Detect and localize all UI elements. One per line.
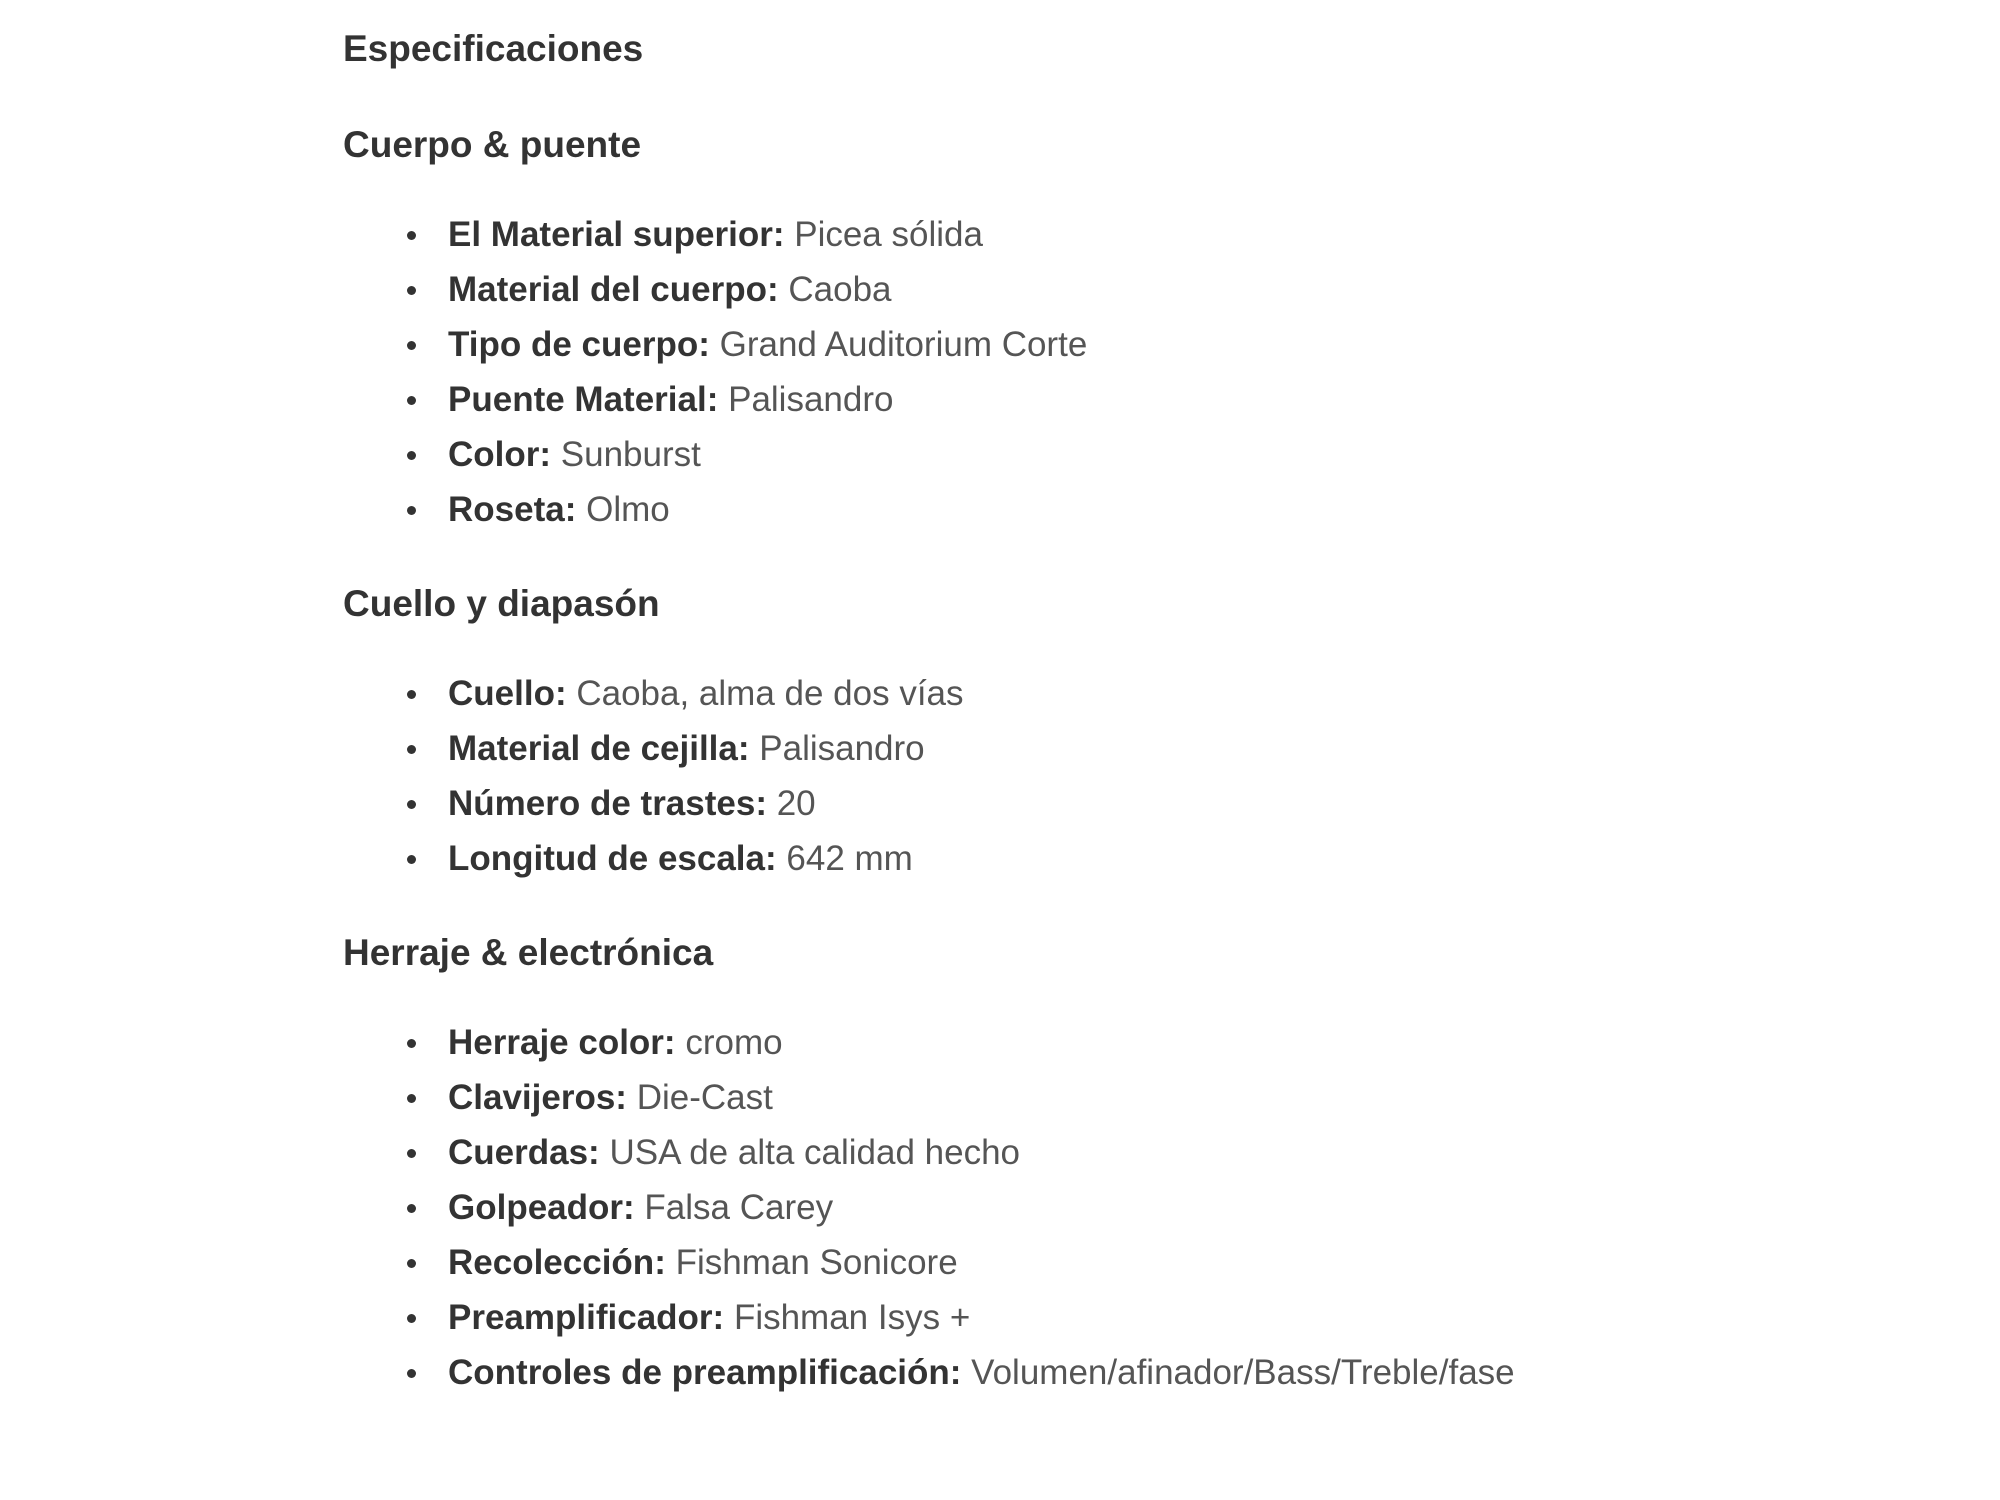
spec-label: Recolección: [448, 1243, 666, 1282]
bullet-icon [407, 1039, 416, 1048]
spec-value: cromo [685, 1023, 783, 1062]
spec-value: Picea sólida [794, 215, 983, 254]
list-item [407, 666, 1743, 721]
spec-list-body-bridge [343, 207, 1743, 537]
list-item [407, 1015, 1743, 1070]
spec-label: Puente Material: [448, 380, 719, 419]
spec-label: Cuello: [448, 674, 567, 713]
section-title-neck-fingerboard: Cuello y diapasón [343, 583, 660, 624]
spec-label: Cuerdas: [448, 1133, 600, 1172]
spec-value: USA de alta calidad hecho [609, 1133, 1021, 1172]
list-item [407, 317, 1743, 372]
spec-value: Grand Auditorium Corte [719, 325, 1088, 364]
spec-value: Volumen/afinador/Bass/Treble/fase [971, 1353, 1515, 1392]
list-item [407, 207, 1743, 262]
bullet-icon [407, 451, 416, 460]
spec-value: Palisandro [759, 729, 925, 768]
spec-value: Sunburst [560, 435, 701, 474]
bullet-icon [407, 1094, 416, 1103]
bullet-icon [407, 1204, 416, 1213]
spec-label: Controles de preamplificación: [448, 1353, 962, 1392]
spec-value: Fishman Sonicore [675, 1243, 958, 1282]
section-title-body-bridge: Cuerpo & puente [343, 124, 642, 165]
bullet-icon [407, 1259, 416, 1268]
list-item [407, 1180, 1743, 1235]
bullet-icon [407, 1314, 416, 1323]
spec-value: 642 mm [786, 839, 913, 878]
section-title-hardware-electronics: Herraje & electrónica [343, 932, 714, 973]
spec-value: Caoba, alma de dos vías [576, 674, 964, 713]
spec-label: Preamplificador: [448, 1298, 725, 1337]
list-item [407, 482, 1743, 537]
list-item [407, 1345, 1743, 1400]
bullet-icon [407, 506, 416, 515]
bullet-icon [407, 341, 416, 350]
spec-value: Falsa Carey [644, 1188, 834, 1227]
spec-value: Palisandro [728, 380, 894, 419]
spec-label: Material de cejilla: [448, 729, 750, 768]
specifications-content [343, 20, 1743, 1400]
spec-label: Longitud de escala: [448, 839, 777, 878]
list-item [407, 1235, 1743, 1290]
bullet-icon [407, 1149, 416, 1158]
spec-label: Clavijeros: [448, 1078, 627, 1117]
bullet-icon [407, 1369, 416, 1378]
list-item [407, 427, 1743, 482]
spec-list-hardware-electronics [343, 1015, 1743, 1400]
bullet-icon [407, 855, 416, 864]
spec-label: Color: [448, 435, 552, 474]
bullet-icon [407, 690, 416, 699]
spec-label: El Material superior: [448, 215, 785, 254]
list-item [407, 831, 1743, 886]
spec-label: Número de trastes: [448, 784, 767, 823]
bullet-icon [407, 286, 416, 295]
spec-value: Caoba [788, 270, 892, 309]
bullet-icon [407, 231, 416, 240]
spec-label: Tipo de cuerpo: [448, 325, 710, 364]
list-item [407, 776, 1743, 831]
bullet-icon [407, 396, 416, 405]
spec-value: Olmo [586, 490, 670, 529]
spec-label: Herraje color: [448, 1023, 676, 1062]
spec-value: Fishman Isys + [733, 1298, 971, 1337]
bullet-icon [407, 800, 416, 809]
page-title: Especificaciones [343, 28, 644, 69]
spec-label: Material del cuerpo: [448, 270, 779, 309]
spec-label: Roseta: [448, 490, 577, 529]
list-item [407, 721, 1743, 776]
spec-list-neck-fingerboard [343, 666, 1743, 886]
list-item [407, 372, 1743, 427]
bullet-icon [407, 745, 416, 754]
spec-value: Die-Cast [636, 1078, 773, 1117]
list-item [407, 262, 1743, 317]
list-item [407, 1290, 1743, 1345]
list-item [407, 1125, 1743, 1180]
list-item [407, 1070, 1743, 1125]
spec-label: Golpeador: [448, 1188, 635, 1227]
spec-value: 20 [776, 784, 816, 823]
